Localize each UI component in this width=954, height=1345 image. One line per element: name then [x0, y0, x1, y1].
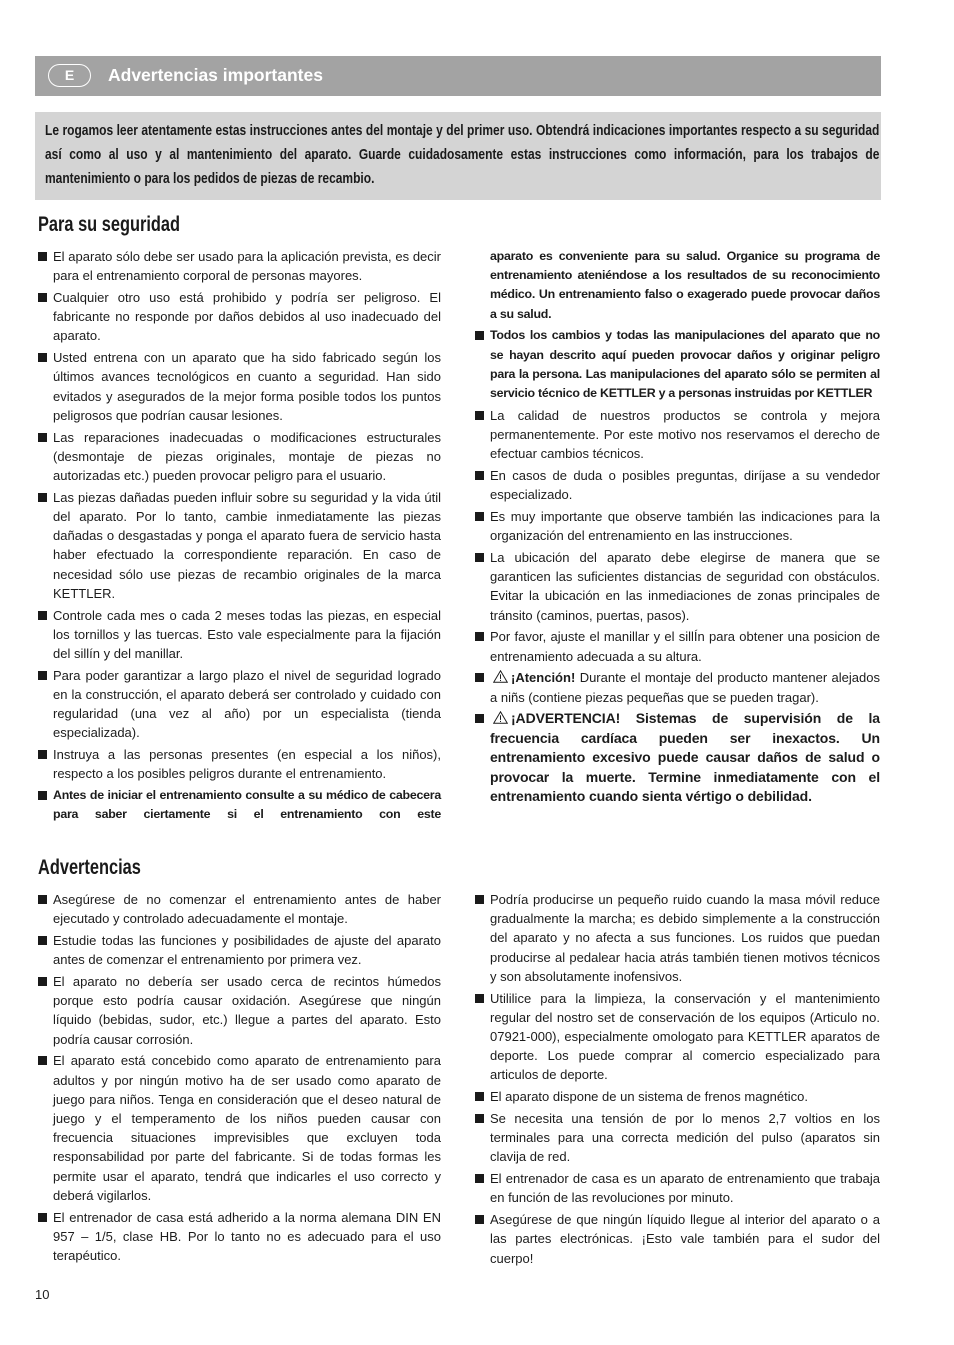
list-item: Se necesita una tensión de por lo menos 2,7 voltios en los terminales para una correcta medición del pulso (aparatos sin clavija de red.	[475, 1109, 880, 1167]
list-item: Estudie todas las funciones y posibilidades de ajuste del aparato antes de comenzar el entrenamiento por primera vez.	[38, 931, 441, 969]
intro-text: Le rogamos leer atentamente estas instrucciones antes del montaje y del primer uso. Obtendrá indicaciones importantes respecto a su seguridad así como al uso y al mantenimiento del aparato. Guarde cuidadosamente estas instrucciones como información, para los trabajos de mantenimiento o para los pedidos de piezas de recambio.	[45, 122, 880, 187]
list-item: La ubicación del aparato debe elegirse de manera que se garanticen las suficientes distancias de seguridad con obstáculos. Evitar la ubicación en las inmediaciones de zonas principales de tránsito (caminos, puertas, pasos).	[475, 548, 880, 625]
list-item: Las reparaciones inadecuadas o modificaciones estructurales (desmontaje de piezas originales, montaje de piezas no autorizadas etc.) pueden provocar peligro para el usuario.	[38, 428, 441, 486]
list-item-attention	[475, 668, 880, 706]
header-bar	[35, 56, 881, 96]
list-item: Asegúrese de que ningún líquido llegue al interior del aparato o a las partes electrónicas. ¡Esto vale también para el sudor del cuerpo!	[475, 1210, 880, 1268]
section-heading-safety: Para su seguridad	[38, 213, 181, 236]
list-item-medical: Antes de iniciar el entrenamiento consulte a su médico de cabecera para saber ciertamente si el entrenamiento con este	[38, 786, 441, 824]
attention-label: ¡Atención!	[511, 670, 576, 686]
list-item: Para poder garantizar a largo plazo el nivel de seguridad logrado en la construcción, el aparato deberá ser controlado y cuidado con regularidad (una vez al año) por un especialista (tienda especializada).	[38, 666, 441, 743]
list-item-warning	[475, 709, 880, 806]
section-heading-warnings: Advertencias	[38, 856, 141, 879]
list-item: En casos de duda o posibles preguntas, diríjase a su vendedor especializado.	[475, 466, 880, 504]
attention-text: Durante el montaje del producto mantener alejados a niñs (contiene piezas pequeñas que se pueden tragar).	[490, 670, 880, 705]
list-item-modifications: Todos los cambios y todas las manipulaciones del aparato que no se hayan descrito aquí pueden provocar daños y originar peligro para la persona. Las manipulaciones del aparato sólo se permiten al servicio técnico de KETTLER y a personas instruidas por KETTLER	[475, 326, 880, 403]
list-item: El aparato no debería ser usado cerca de recintos húmedos porque esto podría causar oxidación. Asegúrese que ningún líquido (bebidas, sudor, etc.) llegue a partes del aparato. Esto podría causar corrosión.	[38, 972, 441, 1049]
list-item: Podría producirse un pequeño ruido cuando la masa móvil reduce gradualmente la marcha; es debido simplemente a la construcción del aparato y no afecta a sus funciones. Los ruidos que puedan producirse al pedalear hacia atrás también tienen motivos técnicos y son absolutamente inofensivos.	[475, 890, 880, 986]
list-item: El entrenador de casa es un aparato de entrenamiento que trabaja en función de las revoluciones por minuto.	[475, 1169, 880, 1207]
list-item: Controle cada mes o cada 2 meses todas las piezas, en especial los tornillos y las tuercas. Esto vale especialmente para la fijación del sillín y del manillar.	[38, 606, 441, 664]
header-title: Advertencias importantes	[108, 65, 323, 85]
list-item: El aparato está concebido como aparato de entrenamiento para adultos y por ningún motivo ha de ser usado como aparato de juego para niños. Tenga en consideración que el deseo natural de juego y el temperamento de los niños pueden causar con frecuencia situaciones imprevisibles que excluyen toda responsabilidad por parte del fabricante. Si de todas formas les permite usar el aparato, tendrá que indicarles el uso correcto y deberá vigilarlos.	[38, 1051, 441, 1205]
list-item: El aparato sólo debe ser usado para la aplicación prevista, es decir para el entrenamiento corporal de personas mayores.	[38, 247, 441, 285]
list-item: Cualquier otro uso está prohibido y podría ser peligroso. El fabricante no responde por daños debidos al uso inadecuado del aparato.	[38, 288, 441, 346]
list-item: Instruya a las personas presentes (en especial a los niños), respecto a los posibles peligros durante el entrenamiento.	[38, 745, 441, 783]
warning-triangle-icon	[493, 711, 508, 724]
list-item: Asegúrese de no comenzar el entrenamiento antes de haber ejecutado y controlado adecuadamente el montaje.	[38, 890, 441, 928]
list-item: Usted entrena con un aparato que ha sido fabricado según los últimos avances tecnológicos en cuanto a seguridad. Han sido evitados y asegurados de la mejor forma posible todos los puntos peligrosos que podrían causar lesiones.	[38, 348, 441, 425]
intro-box	[35, 112, 881, 200]
warnings-right-column	[475, 890, 880, 1270]
list-item: Las piezas dañadas pueden influir sobre su seguridad y la vida útil del aparato. Por lo tanto, cambie inmediatamente las piezas dañadas o desgastadas y ponga el aparato fuera de servicio hasta haber efectuado la correspondiente reparación. En caso de necesidad sólo use piezas de recambio originales de la marca KETTLER.	[38, 488, 441, 603]
list-item: Por favor, ajuste el manillar y el sillÍn para obtener una posicion de entrenamiento adecuada a su altura.	[475, 627, 880, 665]
list-item: Utililice para la limpieza, la conservación y el mantenimiento regular del nostro set de conservación de los equipos (Articulo no. 07921-000), especialmente omologato para KETTLER aparatos de deporte. Los puede comprar al comercio especializado para articulos de deporte.	[475, 989, 880, 1085]
page-number: 10	[35, 1287, 50, 1302]
safety-left-column	[38, 247, 441, 827]
list-item: Es muy importante que observe también las indicaciones para la organización del entrenamiento en las instrucciones.	[475, 507, 880, 545]
list-item: El aparato dispone de un sistema de frenos magnético.	[475, 1087, 880, 1106]
list-item: El entrenador de casa está adherido a la norma alemana DIN EN 957 – 1/5, clase HB. Por lo tanto no es adecuado para el uso terapéutico.	[38, 1208, 441, 1266]
safety-right-column	[475, 247, 880, 809]
warning-triangle-icon	[493, 670, 508, 683]
language-badge: E	[48, 64, 91, 87]
list-item: La calidad de nuestros productos se controla y mejora permanentemente. Por este motivo nos reservamos el derecho de efectuar cambios técnicos.	[475, 406, 880, 464]
list-item-medical-continued: aparato es conveniente para su salud. Organice su programa de entrenamiento ateniéndose a los resultados de su reconocimiento médico. Un entrenamiento falso o exagerado puede provocar daños a su salud.	[490, 249, 880, 321]
warnings-left-column	[38, 890, 441, 1268]
warning-text: ¡ADVERTENCIA! Sistemas de supervisión de la frecuencia cardíaca pueden ser inexactos. Un entrenamiento excesivo puede causar daños de salud o provocar la muerte. Termine inmediatamente con el entrenamiento cuando sienta vértigo o debilidad.	[490, 710, 880, 805]
